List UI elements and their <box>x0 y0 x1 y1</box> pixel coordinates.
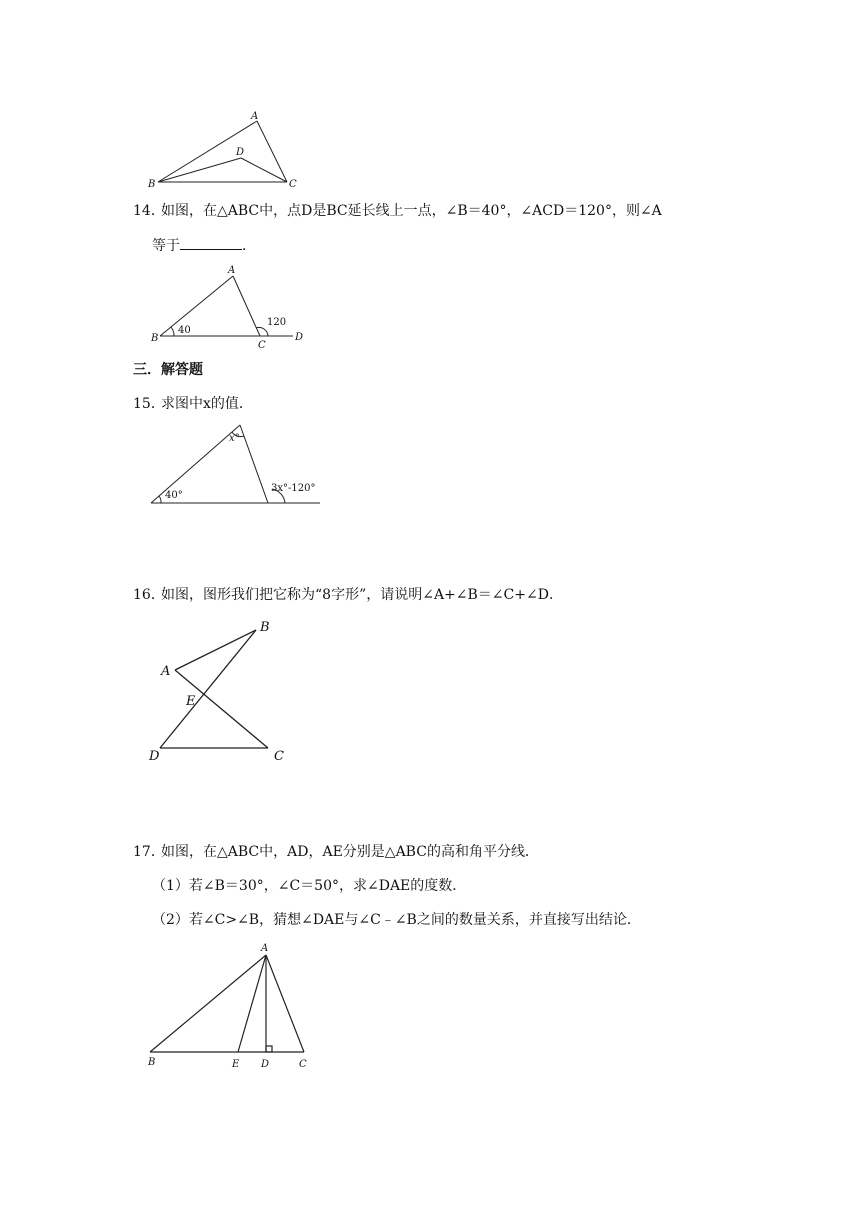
fig17-label-c: C <box>299 1059 307 1070</box>
q14-number: 14． <box>133 203 165 219</box>
fig13-label-c: C <box>289 179 297 190</box>
fig15-angle-ext: 3x°-120° <box>271 483 316 494</box>
fig13-label-a: A <box>251 111 259 122</box>
q17-text: 如图，在△ABC中，AD，AE分别是△ABC的高和角平分线． <box>161 844 539 860</box>
fig14-label-a: A <box>228 265 236 276</box>
fig13-label-b: B <box>148 179 156 190</box>
fig15-angle-top: x° <box>229 433 240 444</box>
fig13-label-d: D <box>236 147 245 158</box>
fig17-label-a: A <box>261 943 269 954</box>
fig16-label-c: C <box>274 749 284 764</box>
fig17-label-b: B <box>148 1057 156 1068</box>
q15-number: 15． <box>133 396 165 412</box>
fig17-label-e: E <box>232 1059 240 1070</box>
fig15-angle-left: 40° <box>165 490 183 501</box>
fig16-label-b: B <box>260 620 270 635</box>
fig14-label-d: D <box>295 332 304 343</box>
q16-text: 如图，图形我们把它称为“8字形”，请说明∠A+∠B＝∠C+∠D． <box>161 587 563 603</box>
fig14-angle-b: 40 <box>178 325 191 336</box>
q14-text-prefix: 等于 <box>152 238 180 254</box>
q16-number: 16． <box>133 587 165 603</box>
q17-part2: （2）若∠C>∠B，猜想∠DAE与∠C﹣∠B之间的数量关系，并直接写出结论． <box>152 912 641 928</box>
q14-text: 如图，在△ABC中，点D是BC延长线上一点，∠B＝40°，∠ACD＝120°，则∠A <box>161 203 662 219</box>
fig16-label-d: D <box>149 749 160 764</box>
q17-part1: （1）若∠B＝30°，∠C＝50°，求∠DAE的度数． <box>152 878 467 894</box>
fig17-label-d: D <box>261 1059 270 1070</box>
fig14-label-b: B <box>151 333 159 344</box>
fig14-angle-acd: 120 <box>267 317 287 328</box>
q14-text-suffix: ． <box>242 238 256 254</box>
fig16-label-a: A <box>161 664 171 679</box>
q15-text: 求图中x的值． <box>161 396 253 412</box>
q17-number: 17． <box>133 844 165 860</box>
section-3-title: 三．解答题 <box>133 362 203 378</box>
fig14-label-c: C <box>258 340 266 351</box>
fig16-label-e: E <box>186 694 196 709</box>
